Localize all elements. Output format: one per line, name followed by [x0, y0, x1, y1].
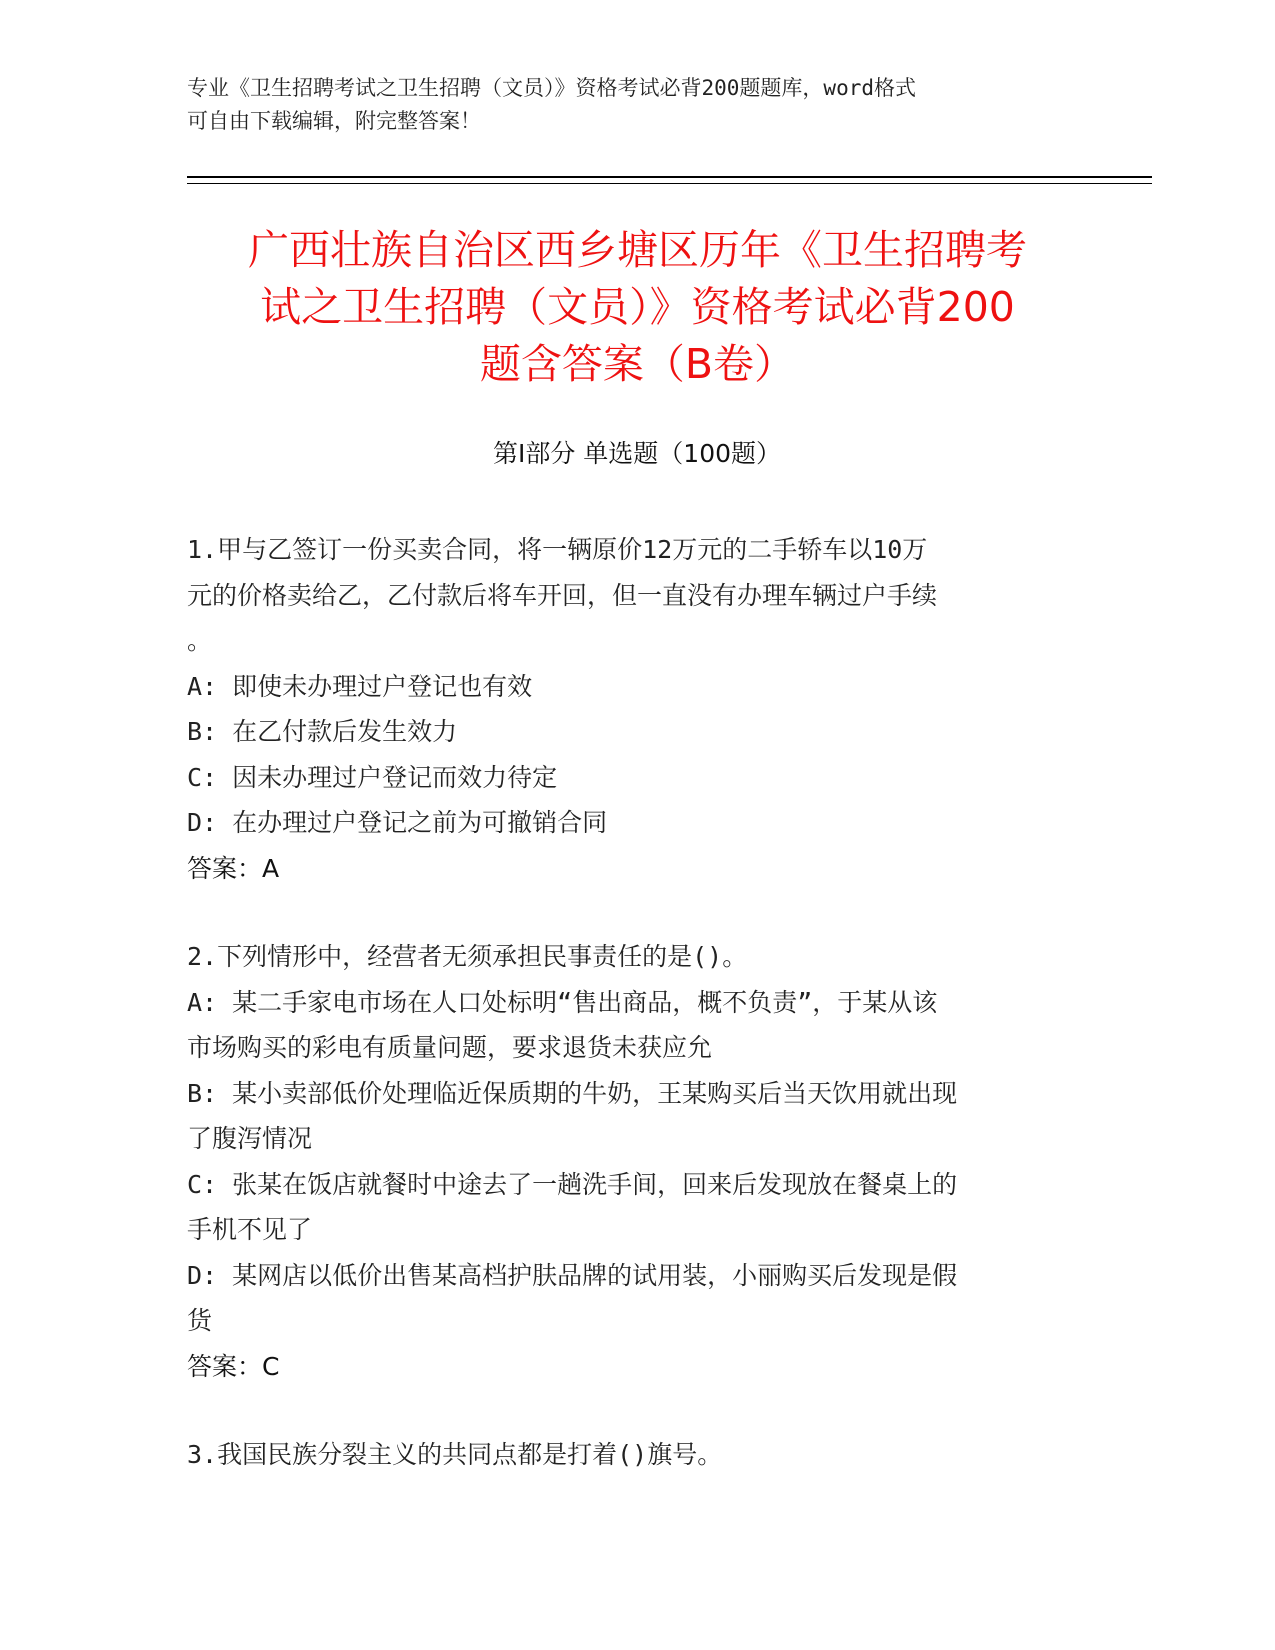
- option-c: C: 张某在饭店就餐时中途去了一趟洗手间，回来后发现放在餐桌上的: [187, 1169, 958, 1199]
- question-stem-line: 。: [187, 626, 213, 655]
- option-b: B: 在乙付款后发生效力: [187, 717, 458, 746]
- option-a-continuation: 市场购买的彩电有质量问题，要求退货未获应允: [187, 1033, 713, 1062]
- answer-label: 答案：C: [187, 1351, 280, 1381]
- option-a: A: 某二手家电市场在人口处标明“售出商品，概不负责”，于某从该: [187, 987, 938, 1017]
- question-list: [187, 527, 1067, 1478]
- question-stem-line: 2.下列情形中，经营者无须承担民事责任的是()。: [187, 942, 748, 971]
- question-stem-line: 元的价格卖给乙，乙付款后将车开回，但一直没有办理车辆过户手续: [187, 580, 938, 610]
- document-title: [150, 222, 1125, 393]
- title-line-2: 试之卫生招聘（文员）》资格考试必背200: [260, 283, 1015, 331]
- option-d-continuation: 货: [187, 1306, 213, 1335]
- header-divider-thick: [187, 176, 1152, 178]
- question-spacer: [187, 891, 1067, 934]
- option-a: A: 即使未办理过户登记也有效: [187, 671, 533, 701]
- option-c-continuation: 手机不见了: [187, 1215, 313, 1244]
- question-stem-line: 1.甲与乙签订一份买卖合同，将一辆原价12万元的二手轿车以10万: [187, 535, 928, 564]
- title-line-3: 题含答案（B卷）: [479, 340, 796, 388]
- option-b: B: 某小卖部低价处理临近保质期的牛奶，王某购买后当天饮用就出现: [187, 1078, 958, 1108]
- question-3: [187, 1432, 1067, 1478]
- header-note-line-2: 可自由下载编辑，附完整答案！: [187, 109, 481, 133]
- question-2: [187, 934, 1067, 1389]
- option-b-continuation: 了腹泻情况: [187, 1124, 313, 1153]
- header-note-line-1: 专业《卫生招聘考试之卫生招聘（文员）》资格考试必背200题题库，word格式: [187, 76, 916, 100]
- question-stem-line: 3.我国民族分裂主义的共同点都是打着()旗号。: [187, 1440, 723, 1469]
- option-c: C: 因未办理过户登记而效力待定: [187, 762, 558, 792]
- header-divider-thin: [187, 183, 1152, 184]
- question-1: [187, 527, 1067, 891]
- section-title: 第Ⅰ部分 单选题（100题）: [492, 439, 782, 468]
- document-header-note: [187, 72, 1087, 138]
- question-spacer: [187, 1389, 1067, 1432]
- title-line-1: 广西壮族自治区西乡塘区历年《卫生招聘考: [248, 226, 1027, 274]
- answer-label: 答案：A: [187, 853, 280, 883]
- option-d: D: 某网店以低价出售某高档护肤品牌的试用装，小丽购买后发现是假: [187, 1260, 958, 1290]
- option-d: D: 在办理过户登记之前为可撤销合同: [187, 808, 608, 837]
